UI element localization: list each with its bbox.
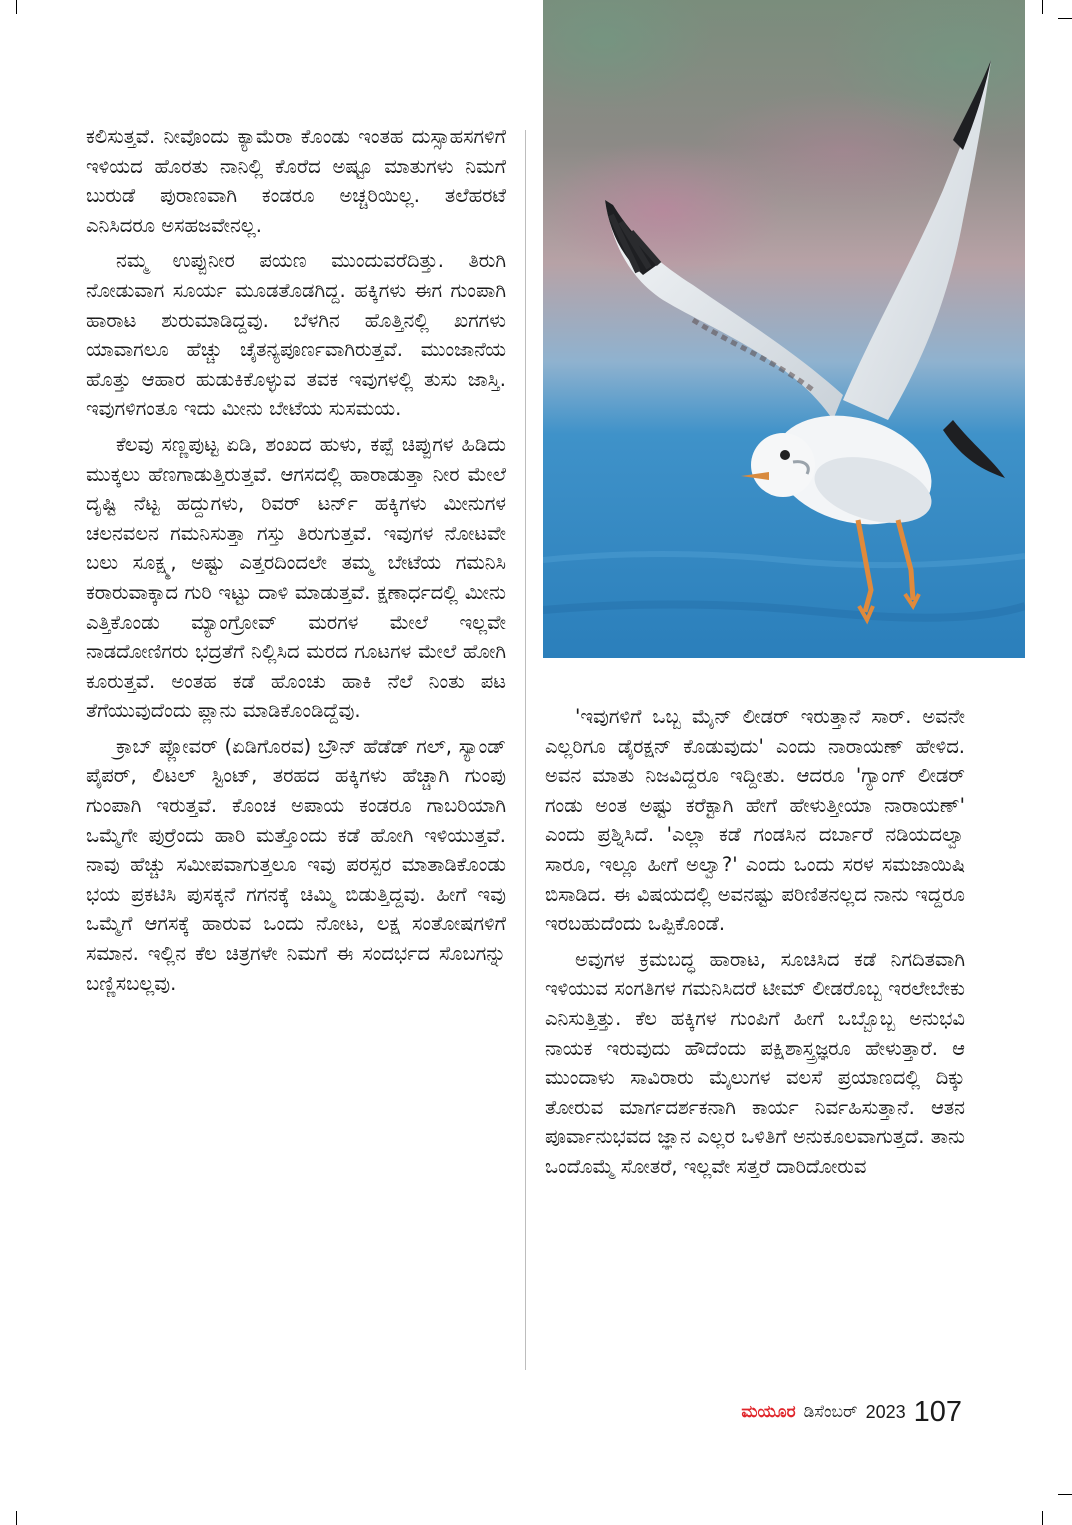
crop-mark-top-left (16, 0, 17, 14)
paragraph: 'ಇವುಗಳಿಗೆ ಒಬ್ಬ ಮೈನ್ ಲೀಡರ್ ಇರುತ್ತಾನೆ ಸಾರ್. ಅವನೇ ಎಲ್ಲರಿಗೂ ಡೈರಕ್ಷನ್ ಕೊಡುವುದು' ಎಂದು ನಾರಾಯಣ್ ಹೇಳಿದ. ಅವನ ಮಾತು ನಿಜವಿದ್ದರೂ ಇದ್ದೀತು. ಆದರೂ 'ಗ್ಯಾಂಗ್ ಲೀಡರ್ ಗಂಡು ಅಂತ ಅಷ್ಟು ಕರೆಕ್ಟಾಗಿ ಹೇಗೆ ಹೇಳುತ್ತೀಯಾ ನಾರಾಯಣ್' ಎಂದು ಪ್ರಶ್ನಿಸಿದೆ. 'ಎಲ್ಲಾ ಕಡೆ ಗಂಡಸಿನ ದರ್ಬಾರೆ ನಡಿಯದಲ್ವಾ ಸಾರೂ, ಇಲ್ಲೂ ಹೀಗೆ ಅಲ್ವಾ?' ಎಂದು ಒಂದು ಸರಳ ಸಮಜಾಯಿಷಿ ಬಿಸಾಡಿದ. ಈ ವಿಷಯದಲ್ಲಿ ಅವನಷ್ಟು ಪರಿಣಿತನಲ್ಲದ ನಾನು ಇದ್ದರೂ ಇರಬಹುದೆಂದು ಒಪ್ಪಿಕೊಂಡೆ. (545, 705, 965, 936)
crop-mark-right-upper (1058, 18, 1072, 19)
paragraph: ಕಲಿಸುತ್ತವೆ. ನೀವೊಂದು ಕ್ಯಾಮೆರಾ ಕೊಂಡು ಇಂತಹ ದುಸ್ಸಾಹಸಗಳಿಗೆ ಇಳಿಯದ ಹೊರತು ನಾನಿಲ್ಲಿ ಕೊರೆದ ಅಷ್ಟೂ ಮಾತುಗಳು ನಿಮಗೆ ಬುರುಡೆ ಪುರಾಣವಾಗಿ ಕಂಡರೂ ಅಚ್ಚರಿಯಿಲ್ಲ. ತಲೆಹರಟೆ ಎನಿಸಿದರೂ ಅಸಹಜವೇನಲ್ಲ. (86, 125, 506, 237)
page-number: 107 (913, 1395, 962, 1428)
issue-month: ಡಿಸೆಂಬರ್ (803, 1402, 858, 1422)
paragraph: ನಮ್ಮ ಉಪ್ಪುನೀರ ಪಯಣ ಮುಂದುವರೆದಿತ್ತು. ತಿರುಗಿ ನೋಡುವಾಗ ಸೂರ್ಯ ಮೂಡತೊಡಗಿದ್ದ. ಹಕ್ಕಿಗಳು ಈಗ ಗುಂಪಾಗಿ ಹಾರಾಟ ಶುರುಮಾಡಿದ್ದವು. ಬೆಳಗಿನ ಹೊತ್ತಿನಲ್ಲಿ ಖಗಗಳು ಯಾವಾಗಲೂ ಹೆಚ್ಚು ಚೈತನ್ಯಪೂರ್ಣವಾಗಿರುತ್ತವೆ. ಮುಂಜಾನೆಯ ಹೊತ್ತು ಆಹಾರ ಹುಡುಕಿಕೊಳ್ಳುವ ತವಕ ಇವುಗಳಲ್ಲಿ ತುಸು ಜಾಸ್ತಿ. ಇವುಗಳಿಗಂತೂ ಇದು ಮೀನು ಬೇಟೆಯ ಸುಸಮಯ. (86, 249, 506, 421)
crop-mark-right-lower (1058, 1494, 1072, 1495)
magazine-brand: ಮಯೂರ (741, 1402, 796, 1422)
page-footer (700, 1392, 962, 1432)
paragraph: ಅವುಗಳ ಕ್ರಮಬದ್ಧ ಹಾರಾಟ, ಸೂಚಿಸಿದ ಕಡೆ ನಿಗದಿತವಾಗಿ ಇಳಿಯುವ ಸಂಗತಿಗಳ ಗಮನಿಸಿದರೆ ಟೀಮ್ ಲೀಡರೊಬ್ಬ ಇರಲೇಬೇಕು ಎನಿಸುತ್ತಿತ್ತು. ಕೆಲ ಹಕ್ಕಿಗಳ ಗುಂಪಿಗೆ ಹೀಗೆ ಒಬ್ಬೊಬ್ಬ ಅನುಭವಿ ನಾಯಕ ಇರುವುದು ಹೌದೆಂದು ಪಕ್ಷಿಶಾಸ್ತ್ರಜ್ಞರೂ ಹೇಳುತ್ತಾರೆ. ಆ ಮುಂದಾಳು ಸಾವಿರಾರು ಮೈಲುಗಳ ವಲಸೆ ಪ್ರಯಾಣದಲ್ಲಿ ದಿಕ್ಕು ತೋರುವ ಮಾರ್ಗದರ್ಶಕನಾಗಿ ಕಾರ್ಯ ನಿರ್ವಹಿಸುತ್ತಾನೆ. ಆತನ ಪೂರ್ವಾನುಭವದ ಜ್ಞಾನ ಎಲ್ಲರ ಒಳಿತಿಗೆ ಅನುಕೂಲವಾಗುತ್ತದೆ. ತಾನು ಒಂದೊಮ್ಮೆ ಸೋತರೆ, ಇಲ್ಲವೇ ಸತ್ತರೆ ದಾರಿದೋರುವ (545, 947, 965, 1178)
seagull-photo (543, 0, 1025, 658)
paragraph: ಕ್ರಾಬ್ ಪ್ಲೋವರ್ (ಏಡಿಗೊರವ) ಬ್ರೌನ್ ಹೆಡೆಡ್ ಗಲ್, ಸ್ಯಾಂಡ್ ಪೈಪರ್, ಲಿಟಲ್ ಸ್ಟಿಂಟ್, ತರಹದ ಹಕ್ಕಿಗಳು ಹೆಚ್ಚಾಗಿ ಗುಂಪು ಗುಂಪಾಗಿ ಇರುತ್ತವೆ. ಕೊಂಚ ಅಪಾಯ ಕಂಡರೂ ಗಾಬರಿಯಾಗಿ ಒಮ್ಮೆಗೇ ಪುರ್‍ರೆಂದು ಹಾರಿ ಮತ್ತೊಂದು ಕಡೆ ಹೋಗಿ ಇಳಿಯುತ್ತವೆ. ನಾವು ಹೆಚ್ಚು ಸಮೀಪವಾಗುತ್ತಲೂ ಇವು ಪರಸ್ಪರ ಮಾತಾಡಿಕೊಂಡು ಭಯ ಪ್ರಕಟಿಸಿ ಪುಸಕ್ಕನೆ ಗಗನಕ್ಕೆ ಚಿಮ್ಮಿ ಬಿಡುತ್ತಿದ್ದವು. ಹೀಗೆ ಇವು ಒಮ್ಮೆಗೆ ಆಗಸಕ್ಕೆ ಹಾರುವ ಒಂದು ನೋಟ, ಲಕ್ಷ ಸಂತೋಷಗಳಿಗೆ ಸಮಾನ. ಇಲ್ಲಿನ ಕೆಲ ಚಿತ್ರಗಳೇ ನಿಮಗೆ ಈ ಸಂದರ್ಭದ ಸೊಬಗನ್ನು ಬಣ್ಣಿಸಬಲ್ಲವು. (86, 734, 506, 995)
paragraph: ಕೆಲವು ಸಣ್ಣಪುಟ್ಟ ಏಡಿ, ಶಂಖದ ಹುಳು, ಕಪ್ಪೆ ಚಿಪ್ಪುಗಳ ಹಿಡಿದು ಮುಕ್ಕಲು ಹೆಣಗಾಡುತ್ತಿರುತ್ತವೆ. ಆಗಸದಲ್ಲಿ ಹಾರಾಡುತ್ತಾ ನೀರ ಮೇಲೆ ದೃಷ್ಟಿ ನೆಟ್ಟ ಹದ್ದುಗಳು, ರಿವರ್ ಟರ್ನ್ ಹಕ್ಕಿಗಳು ಮೀನುಗಳ ಚಲನವಲನ ಗಮನಿಸುತ್ತಾ ಗಸ್ತು ತಿರುಗುತ್ತವೆ. ಇವುಗಳ ನೋಟವೇ ಬಲು ಸೂಕ್ಷ್ಮ, ಅಷ್ಟು ಎತ್ತರದಿಂದಲೇ ತಮ್ಮ ಬೇಟೆಯ ಗಮನಿಸಿ ಕರಾರುವಾಕ್ಕಾದ ಗುರಿ ಇಟ್ಟು ದಾಳಿ ಮಾಡುತ್ತವೆ. ಕ್ಷಣಾರ್ಧದಲ್ಲಿ ಮೀನು ಎತ್ತಿಕೊಂಡು ಮ್ಯಾಂಗ್ರೋವ್ ಮರಗಳ ಮೇಲೆ ಇಲ್ಲವೇ ನಾಡದೋಣಿಗರು ಭದ್ರತೆಗೆ ನಿಲ್ಲಿಸಿದ ಮರದ ಗೂಟಗಳ ಮೇಲೆ ಹೋಗಿ ಕೂರುತ್ತವೆ. ಅಂತಹ ಕಡೆ ಹೊಂಚು ಹಾಕಿ ನೆಲೆ ನಿಂತು ಪಟ ತೆಗೆಯುವುದೆಂದು ಪ್ಲಾನು ಮಾಡಿಕೊಂಡಿದ್ದೆವು. (86, 432, 506, 723)
left-column (86, 122, 506, 1004)
issue-year: 2023 (865, 1401, 906, 1422)
crop-mark-bottom-right (1042, 1511, 1043, 1525)
column-divider (525, 130, 526, 1370)
right-column (545, 702, 965, 1188)
crop-mark-top-right (1042, 0, 1043, 14)
crop-mark-bottom-left (16, 1511, 17, 1525)
